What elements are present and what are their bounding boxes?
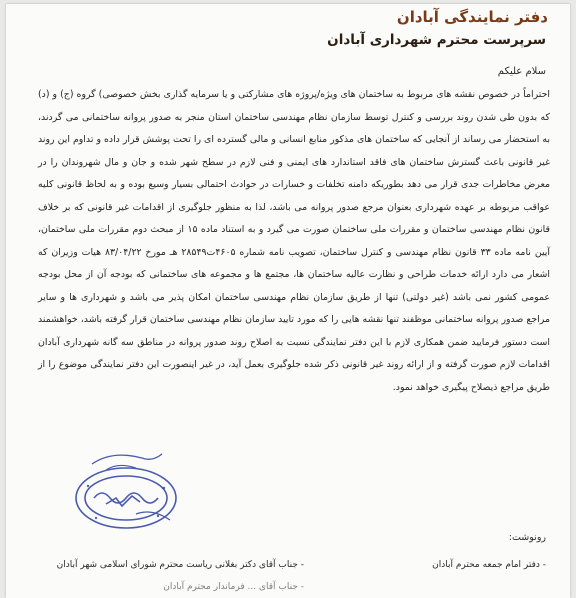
- cc-recipient-governor: - جناب آقای ... فرماندار محترم آبادان: [163, 582, 304, 592]
- letter-body: احتراماً در خصوص نقشه های مربوط به ساختمان های ویژه/پروژه های مشارکتی و یا سرمایه گذاری بخش خصوصی) گروه (ج) و (د) که بدون طی شدن روند بررسی و کنترل توسط سازمان نظام مهندسی ساختمان استان منجر به صدور پروانه ساختمانی می گردند، به استحضار می رساند از آنجایی که ساختمان های مذکور منابع انسانی و مالی گسترده ای را تحت پوشش قرار داده و تداوم این روند غیر قانونی باعث گسترش ساختمان های فاقد استاندارد های ایمنی و فنی لازم در سطح شهر شده و جان و مال شهروندان را در معرض مخاطرات جدی قرار می دهد بطوریکه دامنه تخلفات و خسارات در حوادث احتمالی بسیار وسیع بوده و به لحاظ قانونی کلیه عواقب مربوطه بر عهده شهرداری بعنوان مرجع صدور پروانه می باشد، لذا به منظور جلوگیری از اقدامات غیر قانونی که بر خلاف قانون نظام مهندسی ساختمان و مقررات ملی ساختمان صورت می گیرد و به استناد ماده ۱۵ از مبحث دوم مقررات ملی ساختمان، آیین نامه ماده ۳۳ قانون نظام مهندسی و کنترل ساختمان، تصویب نامه شماره ۴۶۰۵ت۲۸۵۴۹ هـ مورخ ۸۳/۰۴/۲۲ هیات وزیران که اشعار می دارد ارائه خدمات طراحی و نظارت عالیه ساختمان ها، مجتمع ها و مجموعه های ساختمانی که بودجه آن از محل بودجه عمومی کشور نمی باشد (غیر دولتی) تنها از طریق سازمان نظام مهندسی ساختمان امکان پذیر می باشد و شهرداری ها و سایر مراجع صدور پروانه ساختمانی موظفند تنها نقشه هایی را که مورد تایید سازمان نظام مهندسی ساختمان قرار گرفته باشد، خواهشمند است دستور فرمایید ضمن همکاری لازم با این دفتر نمایندگی نسبت به اصلاح روند صدور پروانه در مناطق سه گانه شهرداری آبادان اقدامات لازم صورت گرفته و از ارائه روند غیر قانونی ذکر شده جلوگیری بعمل آید، در غیر اینصورت این دفتر نمایندگی موضوع را از طریق مراجع ذیصلاح پیگیری خواهد نمود.: [38, 89, 550, 393]
- letter-page: [6, 4, 570, 598]
- cc-recipient-friday-prayer: - دفتر امام جمعه محترم آبادان: [432, 560, 546, 570]
- greeting: سلام علیکم: [497, 66, 546, 77]
- office-title: دفتر نمایندگی آبادان: [396, 8, 548, 26]
- recipient-line: سرپرست محترم شهرداری آبادان: [327, 32, 546, 48]
- cc-heading: رونوشت:: [508, 532, 546, 543]
- cc-recipient-city-council: - جناب آقای دکتر بغلانی ریاست محترم شورای اسلامی شهر آبادان: [56, 560, 304, 570]
- official-seal-icon: [66, 444, 186, 539]
